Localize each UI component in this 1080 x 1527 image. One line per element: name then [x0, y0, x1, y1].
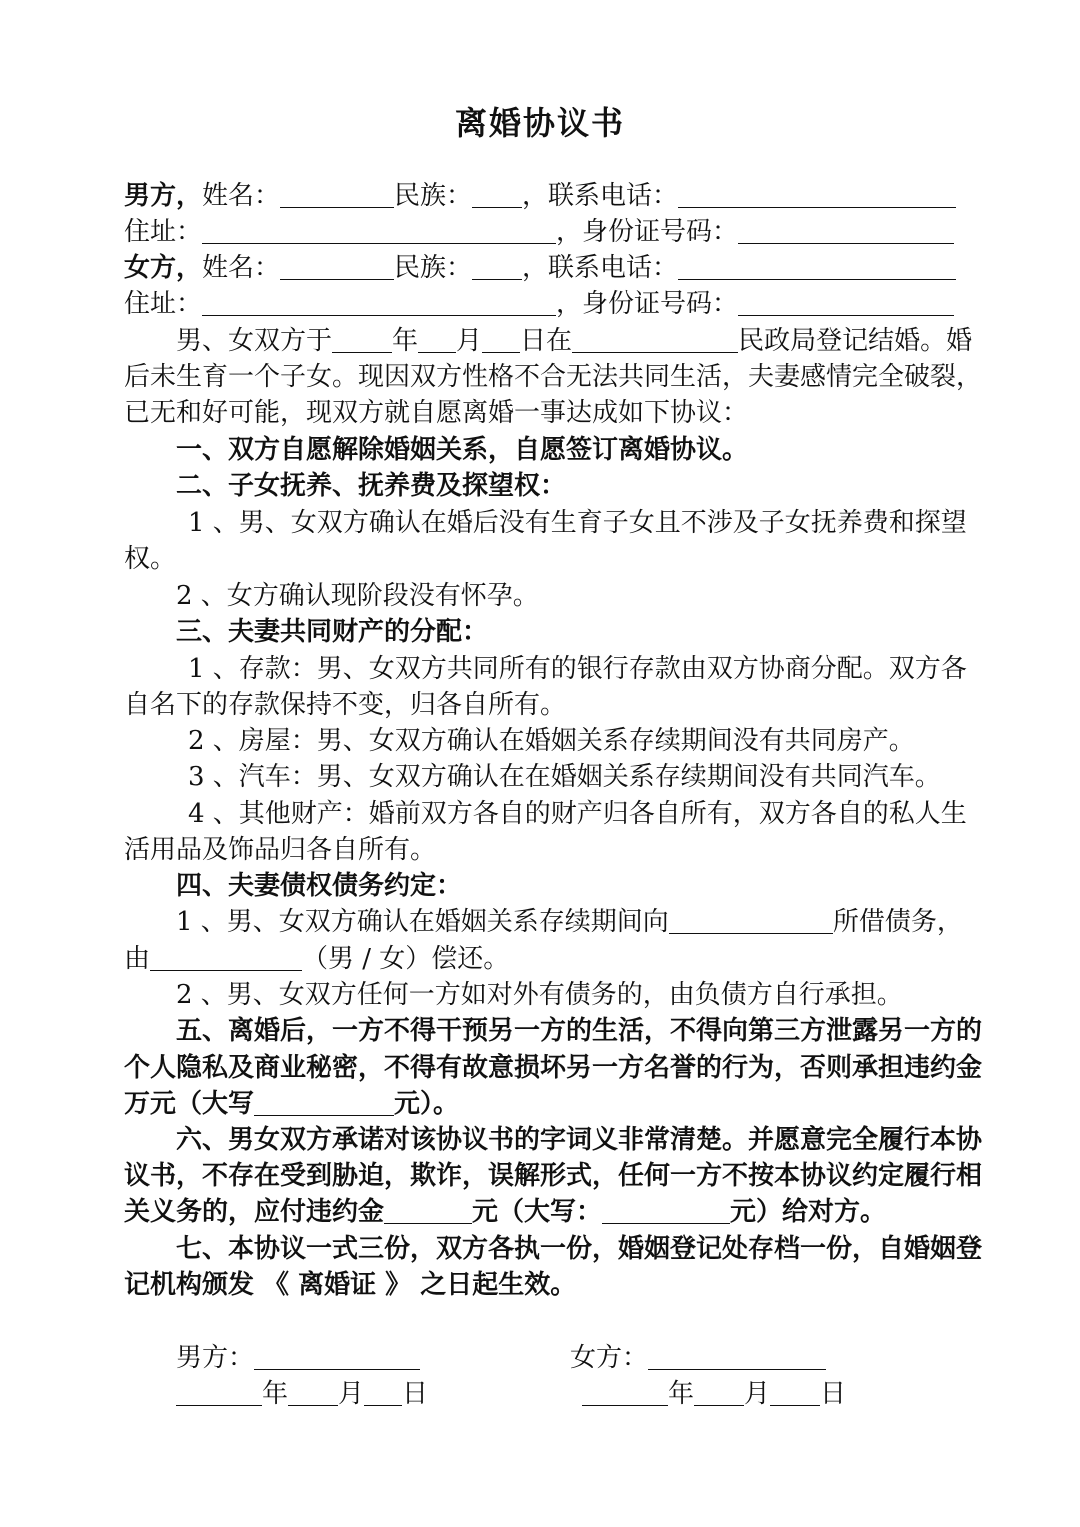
- debt-text: （男 / 女）偿还。: [302, 944, 510, 974]
- section-3-item-3: 3 、汽车：男、女双方确认在在婚姻关系存续期间没有共同汽车。: [188, 762, 941, 792]
- male-address-line: [124, 214, 958, 250]
- ethnicity-label: 民族：: [394, 181, 473, 211]
- year-label: 年: [392, 326, 419, 356]
- day-label: 日: [820, 1379, 847, 1409]
- female-name-field[interactable]: [280, 255, 394, 280]
- address-label: 住址：: [124, 289, 203, 319]
- month-label: 月: [456, 326, 483, 356]
- debtor-field[interactable]: [150, 946, 302, 971]
- male-info-line: [124, 178, 958, 214]
- male-sign-year-field[interactable]: [176, 1381, 262, 1406]
- month-label: 月: [338, 1379, 365, 1409]
- day-label: 日: [402, 1379, 429, 1409]
- section-5-line-1: 五、离婚后，一方不得干预另一方的生活，不得向第三方泄露另一方的: [176, 1016, 983, 1046]
- intro-text: 男、女双方于: [176, 326, 333, 356]
- female-sign-year-field[interactable]: [582, 1381, 668, 1406]
- female-signature-line: [570, 1340, 826, 1376]
- penalty-text: 元）。: [394, 1089, 460, 1119]
- section-3-item-4: 4 、其他财产：婚前双方各自的财产归各自所有，双方各自的私人生: [188, 799, 967, 829]
- section-2-item-2: 2 、女方确认现阶段没有怀孕。: [176, 581, 539, 611]
- male-name-field[interactable]: [280, 183, 394, 208]
- creditor-field[interactable]: [669, 909, 833, 934]
- section-3-item-1-cont: 自名下的存款保持不变，归各自所有。: [124, 690, 567, 720]
- section-3-item-2: 2 、房屋：男、女双方确认在婚姻关系存续期间没有共同房产。: [188, 726, 915, 756]
- bureau-field[interactable]: [572, 328, 738, 353]
- section-4-item-2: 2 、男、女双方任何一方如对外有债务的，由负债方自行承担。: [176, 980, 903, 1010]
- section-6-line-1: 六、男女双方承诺对该协议书的字词义非常清楚。并愿意完全履行本协: [176, 1125, 983, 1155]
- debt-text: 1 、男、女双方确认在婚姻关系存续期间向: [176, 907, 669, 937]
- section-5-line-2: 个人隐私及商业秘密，不得有故意损坏另一方名誉的行为，否则承担违约金: [124, 1053, 983, 1083]
- male-label: 男方，: [124, 181, 203, 211]
- phone-label: ，联系电话：: [522, 181, 679, 211]
- female-date-line: [582, 1376, 846, 1412]
- female-address-field[interactable]: [202, 291, 556, 316]
- penalty-amount-field[interactable]: [384, 1199, 472, 1224]
- male-signature-label: 男方：: [176, 1343, 255, 1373]
- section-2-heading: 二、子女抚养、抚养费及探望权：: [176, 471, 567, 501]
- female-id-field[interactable]: [738, 291, 954, 316]
- debt-text: 由: [124, 944, 151, 974]
- intro-line-2: 后未生育一个子女。现因双方性格不合无法共同生活，夫妻感情完全破裂，: [124, 362, 983, 392]
- penalty-text: 元（大写：: [472, 1197, 603, 1227]
- marriage-day-field[interactable]: [482, 328, 520, 353]
- day-label: 日在: [520, 326, 573, 356]
- section-4-item-1-cont: [124, 941, 958, 977]
- section-3-item-1: 1 、存款：男、女双方共同所有的银行存款由双方协商分配。双方各: [188, 654, 967, 684]
- male-address-field[interactable]: [202, 219, 556, 244]
- id-label: ，身份证号码：: [556, 217, 739, 247]
- section-2-item-1: 1 、男、女双方确认在婚后没有生育子女且不涉及子女抚养费和探望: [188, 508, 967, 538]
- penalty-text: 关义务的，应付违约金: [124, 1197, 385, 1227]
- name-label: 姓名：: [202, 181, 281, 211]
- male-sign-day-field[interactable]: [364, 1381, 402, 1406]
- female-sign-month-field[interactable]: [694, 1381, 744, 1406]
- section-6-line-2: 议书，不存在受到胁迫，欺诈，误解形式，任何一方不按本协议约定履行相: [124, 1161, 983, 1191]
- female-signature-field[interactable]: [648, 1345, 826, 1370]
- male-id-field[interactable]: [738, 219, 954, 244]
- male-phone-field[interactable]: [678, 183, 956, 208]
- id-label: ，身份证号码：: [556, 289, 739, 319]
- section-7-line-2: 记机构颁发 《 离婚证 》 之日起生效。: [124, 1270, 577, 1300]
- intro-line-1: [176, 323, 973, 359]
- phone-label: ，联系电话：: [522, 253, 679, 283]
- section-4-item-1: [176, 904, 963, 940]
- male-signature-field[interactable]: [254, 1345, 420, 1370]
- marriage-month-field[interactable]: [418, 328, 456, 353]
- penalty-amount-uppercase-field[interactable]: [602, 1199, 730, 1224]
- male-ethnicity-field[interactable]: [472, 183, 522, 208]
- intro-text: 民政局登记结婚。婚: [738, 326, 973, 356]
- male-signature-line: [176, 1340, 420, 1376]
- male-date-line: [176, 1376, 428, 1412]
- penalty-text: 元）给对方。: [730, 1197, 887, 1227]
- ethnicity-label: 民族：: [394, 253, 473, 283]
- penalty-uppercase-field[interactable]: [254, 1091, 394, 1116]
- female-ethnicity-field[interactable]: [472, 255, 522, 280]
- section-1: 一、双方自愿解除婚姻关系，自愿签订离婚协议。: [176, 435, 749, 465]
- male-sign-month-field[interactable]: [288, 1381, 338, 1406]
- female-signature-label: 女方：: [570, 1343, 649, 1373]
- penalty-text: 万元（大写: [124, 1089, 255, 1119]
- section-3-heading: 三、夫妻共同财产的分配：: [176, 617, 489, 647]
- section-5-line-3: [124, 1086, 958, 1122]
- address-label: 住址：: [124, 217, 203, 247]
- section-3-item-4-cont: 活用品及饰品归各自所有。: [124, 835, 437, 865]
- year-label: 年: [668, 1379, 695, 1409]
- female-sign-day-field[interactable]: [770, 1381, 820, 1406]
- marriage-year-field[interactable]: [332, 328, 392, 353]
- section-6-line-3: [124, 1194, 958, 1230]
- female-address-line: [124, 286, 958, 322]
- female-phone-field[interactable]: [678, 255, 956, 280]
- debt-text: 所借债务，: [832, 907, 963, 937]
- year-label: 年: [262, 1379, 289, 1409]
- section-4-heading: 四、夫妻债权债务约定：: [176, 871, 463, 901]
- female-label: 女方，: [124, 253, 203, 283]
- intro-line-3: 已无和好可能，现双方就自愿离婚一事达成如下协议：: [124, 398, 749, 428]
- month-label: 月: [744, 1379, 771, 1409]
- name-label: 姓名：: [202, 253, 281, 283]
- female-info-line: [124, 250, 958, 286]
- document-title: 离婚协议书: [454, 104, 625, 142]
- section-7-line-1: 七、本协议一式三份，双方各执一份，婚姻登记处存档一份，自婚姻登: [176, 1234, 983, 1264]
- section-2-item-1-cont: 权。: [124, 544, 177, 574]
